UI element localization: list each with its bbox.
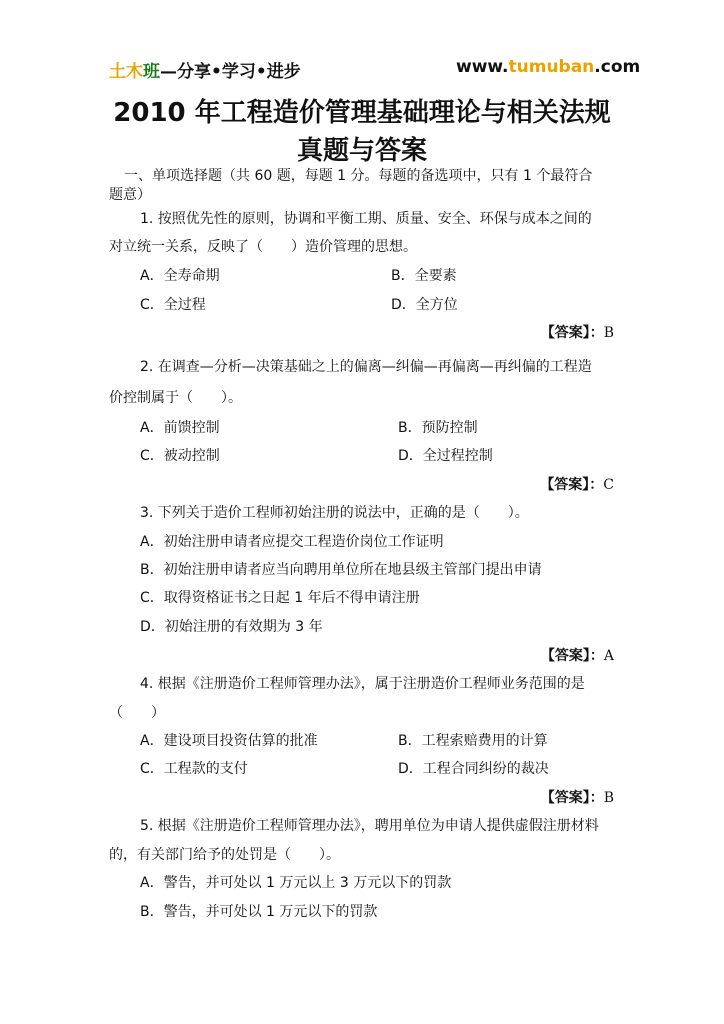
q3-option-d: D．初始注册的有效期为 3 年 bbox=[140, 619, 323, 635]
q1-option-b: B．全要素 bbox=[391, 268, 457, 284]
q1-option-a: A．全寿命期 bbox=[140, 268, 220, 284]
q2-option-a: A．前馈控制 bbox=[140, 420, 220, 436]
q2-answer bbox=[540, 474, 614, 494]
q1-option-d: D．全方位 bbox=[391, 297, 458, 313]
answer-value: B bbox=[603, 325, 614, 341]
q2-option-b: B．预防控制 bbox=[398, 420, 478, 436]
q3-stem: 3. 下列关于造价工程师初始注册的说法中，正确的是（ ）。 bbox=[140, 505, 529, 521]
answer-label: 【答案】： bbox=[540, 325, 604, 341]
site-brand bbox=[109, 57, 301, 82]
q3-option-b: B．初始注册申请者应当向聘用单位所在地县级主管部门提出申请 bbox=[140, 562, 542, 578]
doc-title-line1: 2010 年工程造价管理基础理论与相关法规 bbox=[113, 98, 611, 128]
q4-option-b: B．工程索赔费用的计算 bbox=[398, 733, 548, 749]
url-suffix: .com bbox=[594, 57, 641, 77]
q1-stem: 1. 按照优先性的原则，协调和平衡工期、质量、安全、环保与成本之间的 bbox=[140, 211, 592, 227]
site-url[interactable] bbox=[456, 57, 640, 77]
answer-label: 【答案】： bbox=[540, 648, 604, 664]
q5-option-a: A．警告，并可处以 1 万元以上 3 万元以下的罚款 bbox=[140, 875, 452, 891]
q4-stem: 4. 根据《注册造价工程师管理办法》，属于注册造价工程师业务范围的是 bbox=[140, 676, 585, 692]
answer-value: B bbox=[603, 790, 614, 806]
q5-stem-cont: 的，有关部门给予的处罚是（ ）。 bbox=[109, 847, 340, 863]
q5-option-b: B．警告，并可处以 1 万元以下的罚款 bbox=[140, 904, 378, 920]
brand-ban: 班 bbox=[143, 62, 160, 82]
brand-slogan: —分享•学习•进步 bbox=[160, 62, 301, 82]
q4-option-d: D．工程合同纠纷的裁决 bbox=[398, 761, 549, 777]
q3-option-a: A．初始注册申请者应提交工程造价岗位工作证明 bbox=[140, 534, 444, 550]
q1-stem-cont: 对立统一关系，反映了（ ）造价管理的思想。 bbox=[109, 239, 417, 255]
answer-value: C bbox=[603, 477, 614, 493]
q4-stem-cont: （ ） bbox=[109, 705, 165, 721]
q2-option-c: C．被动控制 bbox=[140, 448, 220, 464]
brand-tumu: 土木 bbox=[109, 62, 143, 82]
answer-label: 【答案】： bbox=[540, 790, 604, 806]
q4-option-a: A．建设项目投资估算的批准 bbox=[140, 733, 318, 749]
q1-option-c: C．全过程 bbox=[140, 297, 206, 313]
url-domain: tumuban bbox=[508, 57, 595, 77]
answer-label: 【答案】： bbox=[540, 477, 604, 493]
url-prefix: www. bbox=[456, 57, 509, 77]
q2-option-d: D．全过程控制 bbox=[398, 448, 493, 464]
q3-option-c: C．取得资格证书之日起 1 年后不得申请注册 bbox=[140, 590, 420, 606]
doc-title-line2: 真题与答案 bbox=[296, 136, 427, 166]
q1-answer bbox=[541, 322, 614, 342]
q5-stem: 5. 根据《注册造价工程师管理办法》，聘用单位为申请人提供虚假注册材料 bbox=[140, 818, 599, 834]
section-heading-cont: 题意） bbox=[109, 187, 151, 203]
q2-stem: 2. 在调查—分析—决策基础之上的偏离—纠偏—再偏离—再纠偏的工程造 bbox=[140, 359, 592, 375]
answer-value: A bbox=[603, 648, 614, 664]
section-heading: 一、单项选择题（共 60 题，每题 1 分。每题的备选项中，只有 1 个最符合 bbox=[124, 168, 593, 184]
q4-answer bbox=[541, 787, 614, 807]
q4-option-c: C．工程款的支付 bbox=[140, 761, 248, 777]
q2-stem-cont: 价控制属于（ ）。 bbox=[109, 390, 242, 406]
q3-answer bbox=[541, 645, 614, 665]
